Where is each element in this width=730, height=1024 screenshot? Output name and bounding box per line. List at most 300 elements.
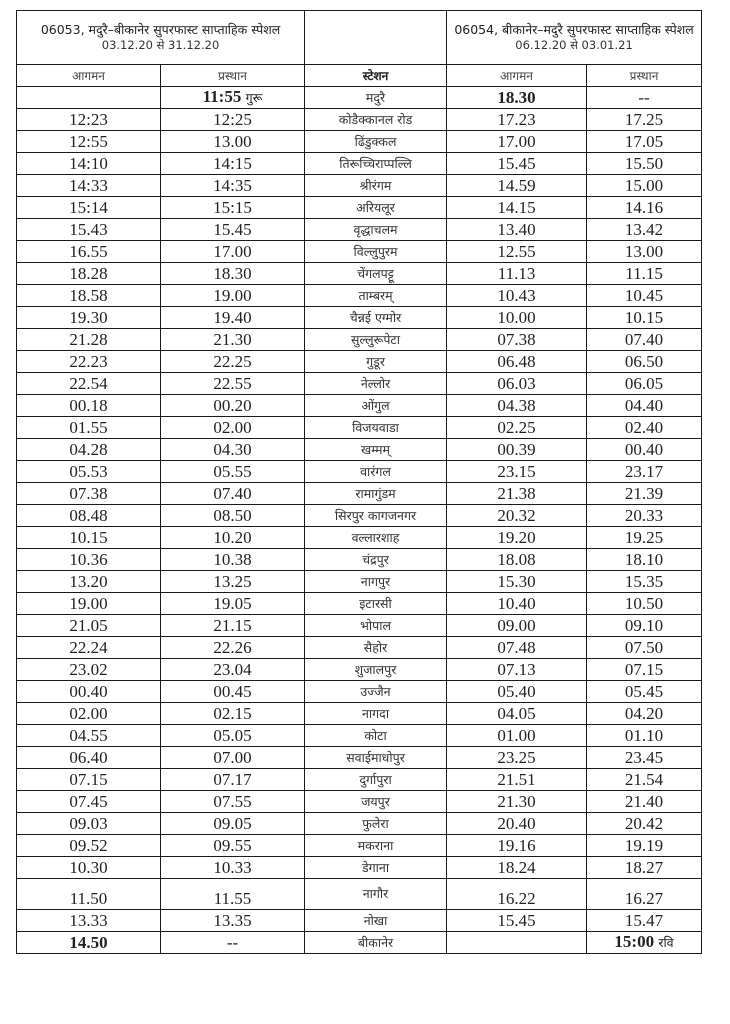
up-departure-cell (161, 109, 305, 131)
up-arrival-cell (17, 109, 161, 131)
down-arrival-value: 18.24 (497, 857, 536, 877)
up-arrival-cell (17, 593, 161, 615)
down-departure-value: 16.27 (624, 889, 664, 908)
up-departure-cell (161, 681, 305, 703)
down-departure-value: 15.50 (624, 153, 664, 173)
table-row (17, 87, 702, 109)
up-arrival-value: 14.50 (69, 932, 108, 952)
col-down-departure: प्रस्थान (587, 65, 702, 87)
up-departure-value: 13.35 (213, 910, 252, 930)
down-departure-value: 13.42 (624, 219, 664, 239)
down-arrival-value: 02.25 (497, 417, 536, 437)
down-arrival-cell (447, 615, 587, 637)
up-arrival-cell (17, 373, 161, 395)
station-value: वृद्धाचलम (353, 221, 398, 237)
down-arrival-cell (447, 681, 587, 703)
station-cell (305, 835, 447, 857)
up-departure-cell (161, 549, 305, 571)
down-departure-value: 10.15 (624, 307, 664, 327)
down-arrival-value: 10.43 (497, 285, 536, 305)
table-row (17, 615, 702, 637)
station-cell (305, 549, 447, 571)
up-arrival-cell (17, 725, 161, 747)
up-arrival-value: 01.55 (69, 417, 108, 437)
station-value: नागौर (362, 886, 389, 901)
station-cell (305, 307, 447, 329)
down-arrival-cell (447, 747, 587, 769)
station-cell (305, 879, 447, 910)
down-arrival-cell (447, 791, 587, 813)
station-value: भोपाल (360, 617, 391, 633)
station-value: फुलेरा (362, 815, 389, 831)
down-arrival-cell (447, 197, 587, 219)
up-departure-cell (161, 197, 305, 219)
station-cell (305, 461, 447, 483)
station-value: चैन्नई एग्मोर (349, 309, 402, 325)
down-arrival-cell (447, 549, 587, 571)
up-arrival-value: 12:55 (69, 131, 108, 151)
down-arrival-value: 10.40 (497, 593, 536, 613)
up-arrival-value: 23.02 (69, 659, 108, 679)
table-row (17, 791, 702, 813)
up-arrival-value: 10.36 (69, 549, 108, 569)
down-arrival-cell (447, 417, 587, 439)
table-row (17, 659, 702, 681)
down-departure-value: 09.10 (624, 615, 664, 635)
table-row (17, 329, 702, 351)
up-arrival-value: 00.18 (69, 395, 108, 415)
up-departure-value: 22.25 (213, 351, 252, 371)
table-row (17, 857, 702, 879)
up-departure-value: 14:15 (213, 153, 252, 173)
station-cell (305, 910, 447, 932)
up-arrival-value: 15:14 (69, 197, 108, 217)
down-departure-cell (587, 932, 702, 954)
up-arrival-value: 10.30 (69, 857, 108, 877)
down-departure-cell (587, 813, 702, 835)
up-arrival-cell (17, 153, 161, 175)
down-departure-cell (587, 373, 702, 395)
down-departure-value: 15.00 (624, 175, 664, 195)
up-departure-value: 07.00 (213, 747, 252, 767)
down-arrival-cell (447, 659, 587, 681)
down-arrival-value: 14.15 (497, 197, 536, 217)
down-arrival-value: 21.51 (497, 769, 536, 789)
station-value: खम्मम् (361, 441, 390, 457)
up-arrival-cell (17, 857, 161, 879)
up-departure-cell (161, 285, 305, 307)
up-arrival-value: 21.28 (69, 329, 108, 349)
up-departure-value: 11:55 (202, 87, 242, 106)
up-departure-value: 21.15 (213, 615, 252, 635)
up-departure-cell (161, 175, 305, 197)
up-departure-cell (161, 373, 305, 395)
down-departure-value: 07.15 (624, 659, 664, 679)
down-departure-cell (587, 395, 702, 417)
up-arrival-cell (17, 747, 161, 769)
up-arrival-value: 15.43 (69, 219, 108, 239)
down-arrival-cell (447, 932, 587, 954)
table-row (17, 813, 702, 835)
station-value: उज्जैन (360, 683, 391, 699)
down-departure-cell (587, 615, 702, 637)
down-arrival-value: 17.23 (497, 109, 536, 129)
up-arrival-cell (17, 439, 161, 461)
up-arrival-value: 04.55 (69, 725, 108, 745)
down-arrival-value: 06.48 (497, 351, 536, 371)
station-value: कोटा (364, 727, 387, 743)
down-departure-cell (587, 109, 702, 131)
up-departure-value: 10.33 (213, 857, 252, 877)
up-departure-value: 07.55 (213, 791, 252, 811)
down-arrival-value: 10.00 (497, 307, 536, 327)
up-departure-value: 07.40 (213, 483, 252, 503)
up-departure-cell (161, 131, 305, 153)
station-cell (305, 703, 447, 725)
up-departure-cell (161, 329, 305, 351)
up-departure-cell (161, 910, 305, 932)
up-arrival-cell (17, 461, 161, 483)
down-departure-cell (587, 307, 702, 329)
up-departure-value: 22.55 (213, 373, 252, 393)
table-row (17, 153, 702, 175)
station-value: शुजालपुर (354, 661, 397, 677)
station-value: नेल्लोर (360, 375, 391, 391)
up-departure-cell (161, 417, 305, 439)
down-arrival-cell (447, 483, 587, 505)
down-arrival-value: 04.38 (497, 395, 536, 415)
table-row (17, 351, 702, 373)
down-departure-value: 07.50 (624, 637, 664, 657)
up-arrival-cell (17, 879, 161, 910)
down-arrival-cell (447, 879, 587, 910)
down-arrival-cell (447, 285, 587, 307)
down-arrival-cell (447, 263, 587, 285)
down-departure-cell (587, 483, 702, 505)
station-value: गुडूर (366, 353, 385, 369)
down-departure-cell (587, 659, 702, 681)
up-departure-value: 15:15 (213, 197, 252, 217)
station-cell (305, 285, 447, 307)
down-arrival-value: 18.08 (497, 549, 536, 569)
station-value: सवाईमाधोपुर (346, 749, 405, 765)
down-departure-cell (587, 527, 702, 549)
up-arrival-value: 13.20 (69, 571, 108, 591)
down-departure-cell (587, 329, 702, 351)
up-arrival-value: 11.50 (69, 889, 108, 908)
table-row (17, 175, 702, 197)
down-arrival-value: 00.39 (497, 439, 536, 459)
station-value: सुल्लुरूपेटा (351, 331, 400, 347)
station-cell (305, 241, 447, 263)
up-arrival-cell (17, 241, 161, 263)
station-value: सिरपुर कागजनगर (334, 507, 417, 523)
station-cell (305, 395, 447, 417)
station-cell (305, 131, 447, 153)
down-arrival-value: 20.40 (497, 813, 536, 833)
up-departure-cell (161, 593, 305, 615)
up-departure-cell (161, 461, 305, 483)
table-row (17, 747, 702, 769)
table-row (17, 835, 702, 857)
down-departure-value: 23.45 (624, 747, 664, 767)
station-cell (305, 615, 447, 637)
up-arrival-value: 14:33 (69, 175, 108, 195)
down-departure-value: 05.45 (624, 681, 664, 701)
down-departure-cell (587, 87, 702, 109)
station-cell (305, 373, 447, 395)
station-cell (305, 175, 447, 197)
up-arrival-value: 04.28 (69, 439, 108, 459)
down-arrival-value: 19.16 (497, 835, 536, 855)
down-departure-cell (587, 637, 702, 659)
up-arrival-cell (17, 659, 161, 681)
table-row (17, 197, 702, 219)
up-departure-cell (161, 769, 305, 791)
down-departure-cell (587, 747, 702, 769)
down-arrival-value: 01.00 (497, 725, 536, 745)
station-cell (305, 351, 447, 373)
down-arrival-cell (447, 153, 587, 175)
down-departure-value: 21.40 (624, 791, 664, 811)
train-up-header (17, 11, 305, 65)
table-row (17, 681, 702, 703)
train-down-dates: 06.12.20 से 03.01.21 (515, 38, 633, 52)
up-departure-cell (161, 637, 305, 659)
down-arrival-value: 12.55 (497, 241, 536, 261)
table-row (17, 373, 702, 395)
up-arrival-cell (17, 615, 161, 637)
table-row (17, 879, 702, 910)
up-departure-cell (161, 571, 305, 593)
up-departure-cell (161, 351, 305, 373)
up-arrival-value: 22.24 (69, 637, 108, 657)
station-value: श्रीरंगम (359, 177, 392, 193)
table-row (17, 571, 702, 593)
up-arrival-value: 19.00 (69, 593, 108, 613)
down-arrival-cell (447, 703, 587, 725)
down-departure-value: 04.20 (624, 703, 664, 723)
up-departure-value: 15.45 (213, 219, 252, 239)
col-up-arrival: आगमन (17, 65, 161, 87)
table-row (17, 593, 702, 615)
down-departure-value: 11.15 (625, 263, 663, 283)
table-row (17, 241, 702, 263)
station-cell (305, 527, 447, 549)
table-row (17, 263, 702, 285)
up-arrival-cell (17, 219, 161, 241)
train-up-dates: 03.12.20 से 31.12.20 (101, 38, 220, 52)
up-arrival-cell (17, 131, 161, 153)
down-arrival-value: 17.00 (497, 131, 536, 151)
down-departure-value: 20.33 (624, 505, 664, 525)
station-value: बीकानेर (357, 934, 394, 950)
down-arrival-cell (447, 637, 587, 659)
col-down-arrival: आगमन (447, 65, 587, 87)
down-arrival-value: 07.13 (497, 659, 536, 679)
down-arrival-cell (447, 219, 587, 241)
table-row (17, 910, 702, 932)
up-departure-value: 00.45 (213, 681, 252, 701)
station-value: नागदा (361, 705, 390, 721)
down-arrival-value: 23.15 (497, 461, 536, 481)
station-value: वल्लारशाह (351, 529, 400, 545)
station-value: विजयवाडा (352, 419, 399, 435)
header-spacer (305, 11, 447, 65)
down-departure-value: 15.35 (624, 571, 664, 591)
up-departure-cell (161, 791, 305, 813)
down-arrival-cell (447, 373, 587, 395)
up-arrival-value: 12:23 (69, 109, 108, 129)
down-arrival-value: 15.30 (497, 571, 536, 591)
station-value: नागपुर (360, 573, 391, 589)
up-arrival-value: 18.58 (69, 285, 108, 305)
up-departure-cell (161, 703, 305, 725)
up-arrival-cell (17, 285, 161, 307)
down-departure-cell (587, 175, 702, 197)
down-departure-value: 18.10 (624, 549, 664, 569)
down-departure-cell (587, 439, 702, 461)
down-departure-cell (587, 725, 702, 747)
station-cell (305, 329, 447, 351)
up-arrival-cell (17, 813, 161, 835)
up-arrival-cell (17, 329, 161, 351)
down-arrival-cell (447, 505, 587, 527)
down-arrival-cell (447, 857, 587, 879)
up-arrival-cell (17, 395, 161, 417)
up-arrival-value: 10.15 (69, 527, 108, 547)
table-row (17, 505, 702, 527)
up-departure-cell (161, 857, 305, 879)
up-departure-value: 09.55 (213, 835, 252, 855)
up-departure-value: 07.17 (213, 769, 252, 789)
down-arrival-cell (447, 725, 587, 747)
day-label: गुरू (245, 90, 263, 105)
up-arrival-cell (17, 87, 161, 109)
up-arrival-value: 00.40 (69, 681, 108, 701)
up-departure-value: 19.00 (213, 285, 252, 305)
down-arrival-cell (447, 910, 587, 932)
up-departure-value: 17.00 (213, 241, 252, 261)
up-departure-value: 13.00 (213, 131, 252, 151)
table-row (17, 549, 702, 571)
down-departure-value: 04.40 (624, 395, 664, 415)
table-row (17, 417, 702, 439)
down-departure-value: 06.05 (624, 373, 664, 393)
down-departure-cell (587, 879, 702, 910)
up-arrival-value: 09.03 (69, 813, 108, 833)
down-departure-cell (587, 417, 702, 439)
station-cell (305, 263, 447, 285)
down-departure-cell (587, 153, 702, 175)
down-arrival-value: 07.48 (497, 637, 536, 657)
up-arrival-cell (17, 910, 161, 932)
up-departure-value: 04.30 (213, 439, 252, 459)
down-departure-value: 15.47 (624, 910, 664, 930)
up-arrival-value: 21.05 (69, 615, 108, 635)
down-departure-value: 14.16 (624, 197, 664, 217)
down-arrival-value: 16.22 (497, 889, 536, 908)
station-cell (305, 681, 447, 703)
table-row (17, 703, 702, 725)
table-row (17, 307, 702, 329)
table-row (17, 395, 702, 417)
station-value: अरियलूर (356, 199, 395, 215)
down-departure-value: 20.42 (624, 813, 664, 833)
station-value: इटारसी (359, 595, 392, 611)
station-value: तिरूच्चिराप्पल्लि (339, 155, 412, 171)
down-departure-cell (587, 571, 702, 593)
down-departure-cell (587, 351, 702, 373)
table-row (17, 285, 702, 307)
up-arrival-value: 19.30 (69, 307, 108, 327)
down-arrival-value: 19.20 (497, 527, 536, 547)
down-arrival-cell (447, 527, 587, 549)
down-arrival-value: 15.45 (497, 910, 536, 930)
up-arrival-value: 05.53 (69, 461, 108, 481)
up-departure-cell (161, 307, 305, 329)
timetable-sheet (16, 10, 701, 954)
down-arrival-cell (447, 351, 587, 373)
table-row (17, 769, 702, 791)
down-departure-value: 02.40 (624, 417, 664, 437)
down-departure-cell (587, 461, 702, 483)
down-arrival-value: 14.59 (497, 175, 536, 195)
up-departure-value: 10.20 (213, 527, 252, 547)
up-arrival-value: 07.38 (69, 483, 108, 503)
down-departure-value: -- (638, 87, 650, 107)
station-value: ओंगुल (361, 397, 390, 413)
up-departure-cell (161, 659, 305, 681)
station-value: चंद्रपुर (362, 551, 389, 567)
down-departure-cell (587, 857, 702, 879)
up-departure-cell (161, 263, 305, 285)
up-departure-value: 05.05 (213, 725, 252, 745)
up-departure-cell (161, 219, 305, 241)
down-arrival-cell (447, 329, 587, 351)
table-row (17, 461, 702, 483)
down-arrival-cell (447, 175, 587, 197)
station-cell (305, 593, 447, 615)
up-departure-cell (161, 505, 305, 527)
station-value: सैहोर (363, 639, 388, 655)
up-departure-cell (161, 87, 305, 109)
up-arrival-cell (17, 483, 161, 505)
down-departure-cell (587, 549, 702, 571)
up-arrival-value: 13.33 (69, 910, 108, 930)
up-departure-value: 02.15 (213, 703, 252, 723)
station-value: मदुरै (365, 89, 386, 105)
up-departure-value: 13.25 (213, 571, 252, 591)
up-arrival-value: 18.28 (69, 263, 108, 283)
down-departure-value: 19.19 (624, 835, 664, 855)
up-departure-value: 11.55 (213, 889, 252, 908)
down-arrival-cell (447, 835, 587, 857)
up-arrival-cell (17, 175, 161, 197)
train-down-header (447, 11, 702, 65)
down-arrival-value: 11.13 (497, 263, 536, 283)
down-arrival-value: 21.38 (497, 483, 536, 503)
up-arrival-value: 08.48 (69, 505, 108, 525)
up-arrival-cell (17, 681, 161, 703)
up-arrival-value: 07.15 (69, 769, 108, 789)
up-departure-cell (161, 615, 305, 637)
down-arrival-value: 23.25 (497, 747, 536, 767)
down-departure-cell (587, 263, 702, 285)
station-value: दुर्गापुरा (359, 771, 392, 787)
down-arrival-value: 15.45 (497, 153, 536, 173)
up-departure-value: 12:25 (213, 109, 252, 129)
